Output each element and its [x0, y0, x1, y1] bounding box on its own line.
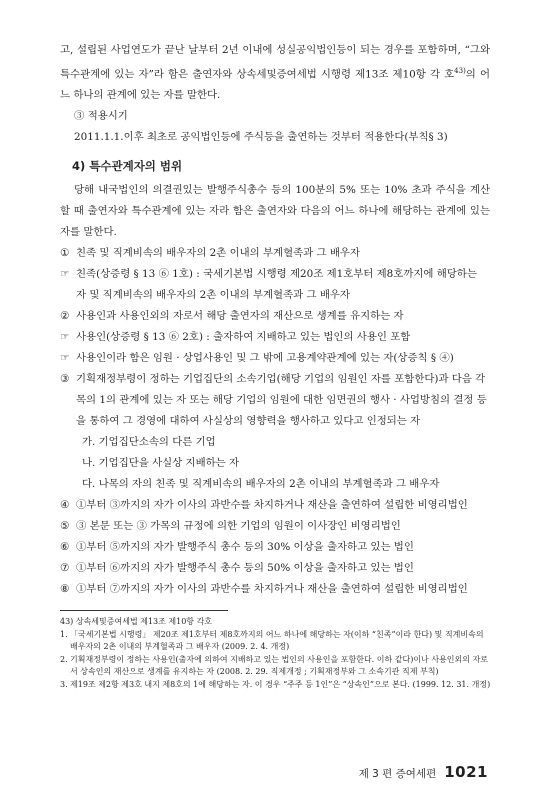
- list-item-text: ①부터 ⑥까지의 자가 발행주식 총수 등의 50% 이상을 출자하고 있는 법인: [76, 562, 414, 575]
- footnote-item-text: 제19조 제2항 제3호 내지 제8호의 1에 해당하는 자. 이 경우 “주주 등 1인”은 “상속인”으로 본다. (1999. 12. 31. 개정): [70, 679, 491, 689]
- list-item-text: 친족(상증령 § 13 ⑥ 1호) : 국세기본법 시행령 제20조 제1호부터 제8호까지에 해당하는 자 및 직계비속의 배우자의 2촌 이내의 부계혈족과 그 배우자: [76, 268, 477, 302]
- footnote-item-marker: 2.: [60, 654, 68, 664]
- page-body: [60, 40, 490, 600]
- relation-list: [60, 243, 490, 600]
- list-item-marker: ⑤: [60, 520, 70, 533]
- list-item: [60, 516, 490, 537]
- list-item: [60, 558, 490, 579]
- footer-part-label: 제 3 편 증여세편: [358, 768, 437, 780]
- list-item-text: 친족 및 직계비속의 배우자의 2촌 이내의 부계혈족과 그 배우자: [76, 247, 360, 260]
- list-item: [60, 432, 490, 453]
- footnote-divider: [60, 610, 228, 611]
- apply-heading: ③ 적용시기: [74, 110, 128, 123]
- footnote-item-text: 「국세기본법 시행령」 제20조 제1호부터 제8호까지의 어느 하나에 해당하는 자(이하 “친족”이라 한다) 및 직계비속의 배우자의 2촌 이내의 부계혈족과 그 배우자 (2009. 2. 4. 개정): [70, 629, 484, 651]
- list-item-text: ①부터 ⑦까지의 자가 이사의 과반수를 차지하거나 재산을 출연하여 설립한 비영리법인: [76, 583, 468, 596]
- list-item: [60, 495, 490, 516]
- list-item: [60, 348, 490, 369]
- list-item: [60, 474, 490, 495]
- list-item: [60, 243, 490, 264]
- footnotes: [60, 616, 492, 691]
- list-item: [60, 264, 490, 306]
- footnote-item: [60, 679, 492, 692]
- list-item-marker: [74, 453, 82, 474]
- list-item-marker: ⑦: [60, 562, 70, 575]
- footnote-list: [60, 629, 492, 692]
- footnote-item-marker: 3.: [60, 679, 68, 689]
- list-item-marker: ③: [60, 373, 70, 386]
- apply-text: 2011.1.1.이후 최초로 공익법인등에 주식등을 출연하는 것부터 적용한다(부칙§ 3): [74, 131, 448, 144]
- list-item-text: ①부터 ③까지의 자가 이사의 과반수를 차지하거나 재산을 출연하여 설립한 비영리법인: [76, 499, 468, 512]
- footnote-item-marker: 1.: [60, 629, 68, 639]
- list-item-marker: ①: [60, 247, 70, 260]
- list-item-marker: ☞: [60, 331, 70, 344]
- section-title: 4) 특수관계자의 범위: [72, 159, 183, 174]
- list-item-text: 가. 기업집단소속의 다른 기업: [82, 436, 216, 449]
- list-item-marker: ☞: [60, 268, 70, 281]
- list-item-text: 기획재정부령이 정하는 기업집단의 소속기업(해당 기업의 임원인 자를 포함한다)과 다음 각 목의 1의 관계에 있는 자 또는 해당 기업의 임원에 대한 임면권의 행사 · 사업방침의 결정 등을 통하여 그 경영에 대하여 사실상의 영향력을 행사하고 있다고 인정되는 자: [76, 373, 487, 428]
- list-item-text: ③ 본문 또는 ③ 가목의 규정에 의한 기업의 임원이 이사장인 비영리법인: [76, 520, 401, 533]
- list-item: [60, 453, 490, 474]
- list-item: [60, 327, 490, 348]
- footnote-ref-43[interactable]: 43): [454, 67, 466, 75]
- list-item-marker: [74, 474, 82, 495]
- list-item-text: ①부터 ⑤까지의 자가 발행주식 총수 등의 30% 이상을 출자하고 있는 법인: [76, 541, 414, 554]
- list-item-marker: ④: [60, 499, 70, 512]
- page-footer: [359, 763, 488, 781]
- list-item-text: 사용인과 사용인외의 자로서 해당 출연자의 재산으로 생계를 유지하는 자: [76, 310, 404, 323]
- list-item-marker: [74, 432, 82, 453]
- list-item: [60, 306, 490, 327]
- page-number: 1021: [444, 763, 488, 781]
- footnote-item-text: 기획재정부령이 정하는 사용인(출자에 의하여 지배하고 있는 법인의 사용인을 포함한다. 이하 같다)이나 사용인외의 자로서 상속인의 재산으로 생계를 유지하는 자 (2008. 2. 29. 직제개정 ; 기획재정부와 그 소속기관 직제 부칙): [70, 654, 488, 676]
- list-item: [60, 369, 490, 432]
- footnote-title: 43) 상속세및증여세법 제13조 제10항 각호: [60, 617, 213, 626]
- list-item-marker: ☞: [60, 352, 70, 365]
- list-item-marker: ⑧: [60, 583, 70, 596]
- section-lead: 당해 내국법인의 의결권있는 발행주식총수 등의 100분의 5% 또는 10% 초과 주식을 계산할 때 출연자와 특수관계에 있는 자라 함은 출연자와 다음의 어느 하나에 해당하는 관계에 있는 자를 말한다.: [60, 184, 490, 239]
- intro-paragraph: 고, 설립된 사업연도가 끝난 날부터 2년 이내에 성실공익법인등이 되는 경우를 포함하며, “그와 특수관계에 있는 자”라 함은 출연자와 상속세및증여세법 시행령 제13조 제10항 각 호$^{43)}$의 어느 하나의 관계에 있는 자를 말한다.: [60, 44, 490, 102]
- list-item-text: 다. 나목의 자의 친족 및 직계비속의 배우자의 2촌 이내의 부계혈족과 그 배우자: [82, 478, 440, 491]
- list-item: [60, 537, 490, 558]
- list-item-text: 사용인이라 함은 임원 · 상업사용인 및 그 밖에 고용계약관계에 있는 자(상증칙 § ④): [76, 352, 454, 365]
- list-item-marker: ⑥: [60, 541, 70, 554]
- list-item-text: 나. 기업집단을 사실상 지배하는 자: [82, 457, 240, 470]
- footnote-item: [60, 629, 492, 654]
- list-item-text: 사용인(상증령 § 13 ⑥ 2호) : 출자하여 지배하고 있는 법인의 사용인 포함: [76, 331, 411, 344]
- list-item: [60, 579, 490, 600]
- footnote-item: [60, 654, 492, 679]
- list-item-marker: ②: [60, 310, 70, 323]
